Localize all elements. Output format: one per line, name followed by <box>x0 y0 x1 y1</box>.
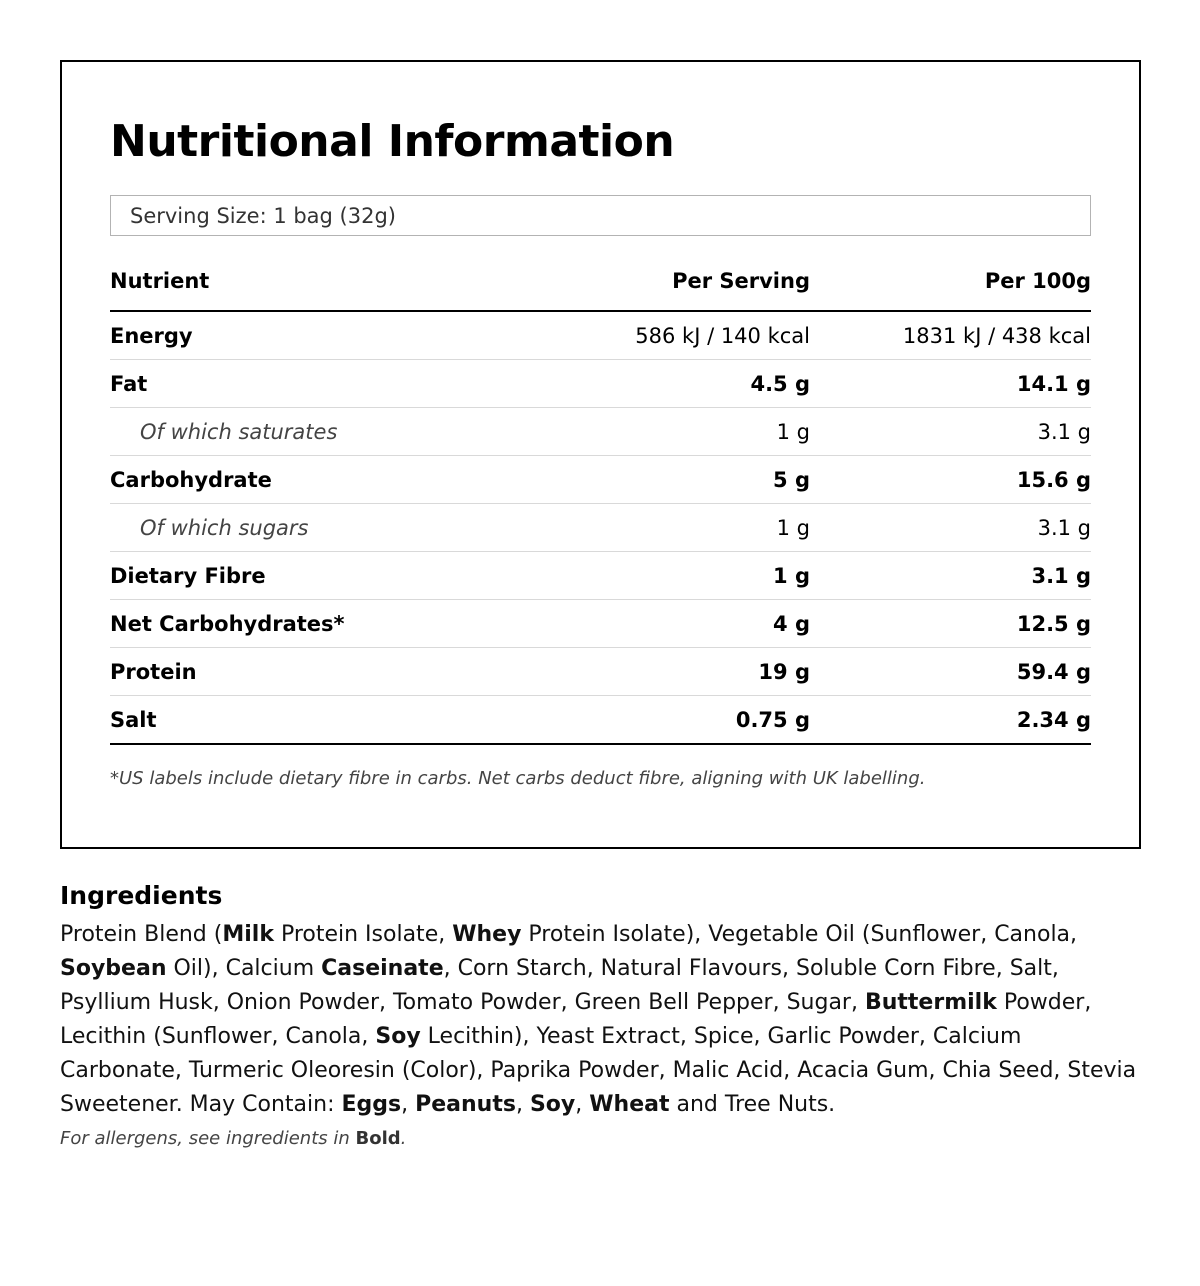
per-100g-value: 15.6 g <box>1016 467 1091 492</box>
per-100g-value: 2.34 g <box>1016 707 1091 732</box>
allergen-ingredient: Peanuts <box>415 1092 516 1117</box>
allergen-note-suffix: . <box>400 1128 407 1149</box>
ingredient-segment: , <box>575 1092 590 1117</box>
allergen-note-bold: Bold <box>355 1128 401 1149</box>
header-per-serving: Per Serving <box>672 269 810 293</box>
table-row-protein <box>110 648 1091 696</box>
table-row-saturates <box>110 408 1091 456</box>
allergen-ingredient: Whey <box>452 922 522 947</box>
table-row-dietary-fibre <box>110 552 1091 600</box>
nutrient-name: Fat <box>110 371 148 396</box>
table-header-row <box>110 252 1091 312</box>
nutrient-name: Of which sugars <box>140 515 309 540</box>
net-carbs-footnote: *US labels include dietary fibre in carbs. Net carbs deduct fibre, aligning with UK labelling. <box>110 768 926 789</box>
ingredient-segment: Protein Isolate, <box>273 922 453 947</box>
nutrient-name: Of which saturates <box>140 419 338 444</box>
per-100g-value: 3.1 g <box>1037 419 1091 444</box>
ingredient-segment: Protein Blend ( <box>60 922 223 947</box>
per-serving-value: 4 g <box>773 611 810 636</box>
nutrient-name: Carbohydrate <box>110 467 272 492</box>
nutrient-name: Energy <box>110 323 193 348</box>
ingredients-heading: Ingredients <box>60 881 223 910</box>
header-nutrient: Nutrient <box>110 269 210 293</box>
ingredient-segment: Powder, Lecithin (Sunflower, Canola, <box>60 990 1092 1049</box>
per-serving-value: 1 g <box>773 563 810 588</box>
per-100g-value: 59.4 g <box>1016 659 1091 684</box>
ingredient-segment: , Corn Starch, Natural Flavours, Soluble Corn Fibre, Salt, Psyllium Husk, Onion Powder, Tomato Powder, Green Bell Pepper, Sugar, <box>60 956 1059 1015</box>
per-serving-value: 19 g <box>758 659 810 684</box>
per-100g-value: 14.1 g <box>1016 371 1091 396</box>
per-serving-value: 1 g <box>776 419 810 444</box>
per-100g-value: 3.1 g <box>1031 563 1091 588</box>
allergen-ingredient: Caseinate <box>321 956 444 981</box>
ingredient-segment: and Tree Nuts. <box>669 1092 836 1117</box>
allergen-note-prefix: For allergens, see ingredients in <box>60 1128 356 1149</box>
table-row-fat <box>110 360 1091 408</box>
table-row-energy <box>110 312 1091 360</box>
per-serving-value: 4.5 g <box>750 371 810 396</box>
per-serving-value: 0.75 g <box>735 707 810 732</box>
table-row-carbohydrate <box>110 456 1091 504</box>
allergen-ingredient: Milk <box>222 922 274 947</box>
allergen-ingredient: Soybean <box>60 956 167 981</box>
ingredient-segment: Oil), Calcium <box>166 956 322 981</box>
table-row-salt <box>110 696 1091 745</box>
nutrient-name: Protein <box>110 659 197 684</box>
nutrient-name: Net Carbohydrates* <box>110 611 345 636</box>
allergen-ingredient: Soy <box>529 1092 576 1117</box>
per-100g-value: 1831 kJ / 438 kcal <box>902 323 1091 348</box>
per-100g-value: 3.1 g <box>1037 515 1091 540</box>
serving-size-box <box>110 195 1091 236</box>
nutrient-name: Salt <box>110 707 157 732</box>
ingredient-segment: Protein Isolate), Vegetable Oil (Sunflower, Canola, <box>521 922 1078 947</box>
per-serving-value: 5 g <box>773 467 810 492</box>
per-100g-value: 12.5 g <box>1016 611 1091 636</box>
nutrition-panel <box>60 60 1141 849</box>
allergen-ingredient: Wheat <box>589 1092 670 1117</box>
per-serving-value: 586 kJ / 140 kcal <box>635 323 810 348</box>
ingredient-segment: , <box>401 1092 416 1117</box>
nutrition-table <box>110 252 1091 745</box>
table-row-sugars <box>110 504 1091 552</box>
allergen-note <box>60 1128 406 1149</box>
ingredient-segment: , <box>515 1092 530 1117</box>
allergen-ingredient: Buttermilk <box>864 990 997 1015</box>
ingredients-list <box>60 918 1145 1122</box>
table-row-net-carbohydrates <box>110 600 1091 648</box>
per-serving-value: 1 g <box>776 515 810 540</box>
nutrient-name: Dietary Fibre <box>110 563 266 588</box>
allergen-ingredient: Soy <box>375 1024 421 1049</box>
ingredient-segment: Lecithin), Yeast Extract, Spice, Garlic Powder, Calcium Carbonate, Turmeric Oleoresin (Color), Paprika Powder, Malic Acid, Acacia Gum, Chia Seed, Stevia Sweetener. May Contain: <box>60 1024 1137 1117</box>
allergen-ingredient: Eggs <box>341 1092 402 1117</box>
serving-size-text: Serving Size: 1 bag (32g) <box>130 204 396 228</box>
header-per-100g: Per 100g <box>984 269 1091 293</box>
nutrition-title: Nutritional Information <box>110 116 675 167</box>
